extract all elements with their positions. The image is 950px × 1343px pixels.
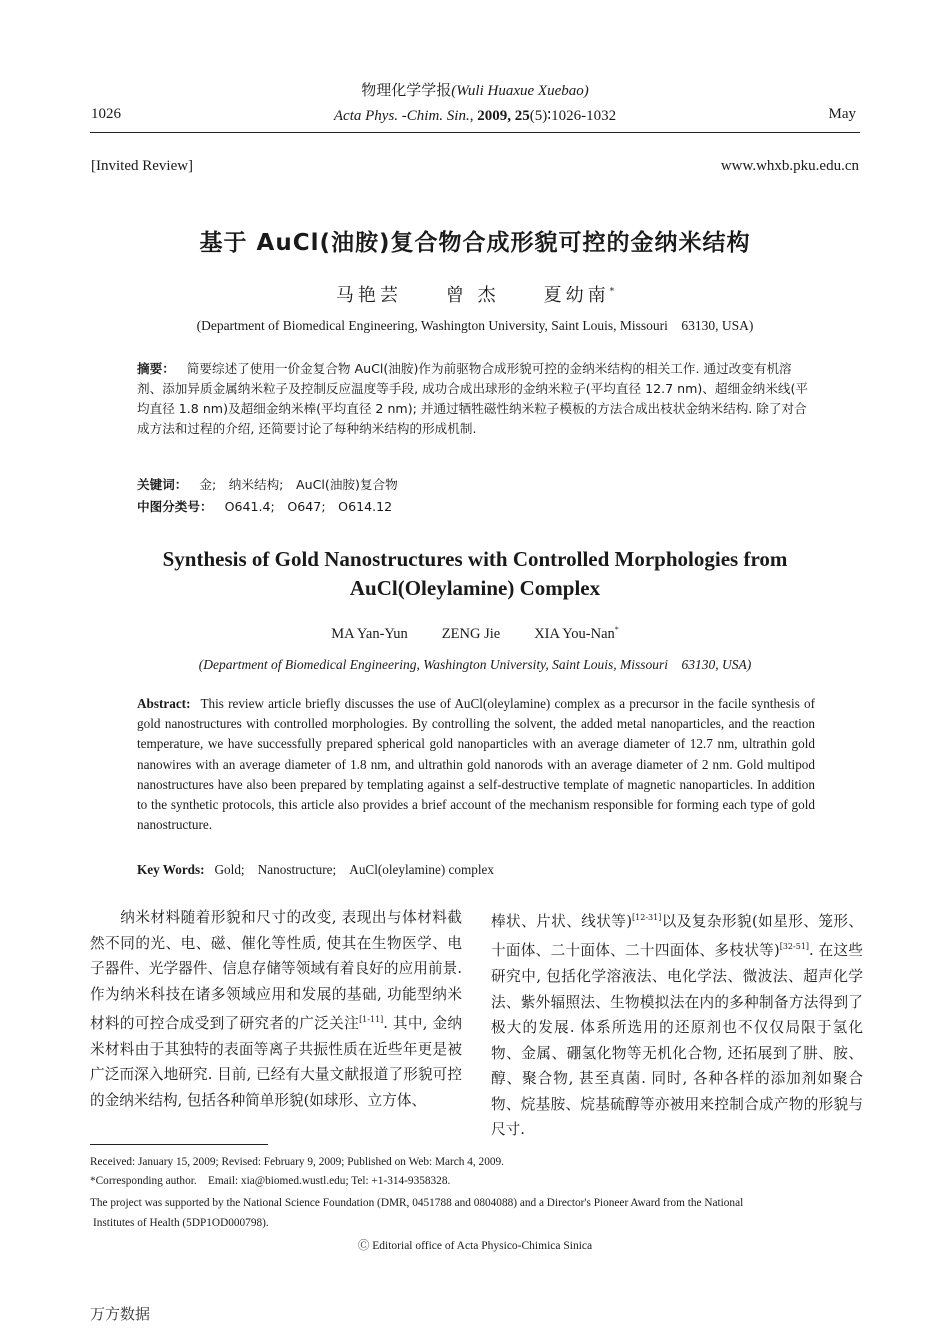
abstract-en-text: This review article briefly discusses the use of AuCl(oleylamine) complex as a precursor in the facile synthesis of gold nanostructures with controlled morphologies. By controlling the solvent, the added metal nanoparticles, and the reaction temperature, we have successfully prepared spherical gold nanoparticles with an average diameter of 12.7 nm, ultrathin gold nanowires with an average diameter of 1.8 nm, and ultrathin gold nanorods with an average diameter of 2 nm. Gold multipod nanostructures have also been prepared by templating against a self-destructive template of magnetic nanoparticles. In addition to the synthetic protocols, this article also provides a brief account of the mechanism responsible for forming each type of gold nanostructure.: [137, 696, 815, 833]
abstract-cn-text: 简要综述了使用一价金复合物 AuCl(油胺)作为前驱物合成形貌可控的金纳米结构的相关工作. 通过改变有机溶剂、添加异质金属纳米粒子及控制反应温度等手段, 成功合成出球形的金纳米粒子(平均直径 12.7 nm)、超细金纳米线(平均直径 1.8 nm)及超细金纳米棒(平均直径 2 nm); 并通过牺牲磁性纳米粒子模板的方法合成出枝状金纳米结构. 除了对合成方法和过程的介绍, 还简要讨论了每种纳米结构的形成机制.: [137, 361, 808, 436]
abstract-cn: [137, 359, 815, 439]
citation-year-volume: 2009, 25: [477, 108, 530, 124]
citation-ref[interactable]: [1-11]: [359, 1015, 384, 1025]
citation: Acta Phys. -Chim. Sin., 2009, 25(5)∶1026-1032: [333, 108, 617, 124]
issue-month: May: [828, 106, 856, 122]
author-en-2: ZENG Jie: [441, 625, 501, 642]
header-rule: [90, 132, 860, 133]
author-en-1: MA Yan-Yun: [331, 625, 408, 642]
body-right-text-3: . 在这些研究中, 包括化学溶液法、电化学法、微波法、超声化学法、紫外辐照法、生物模拟法在内的多种制备方法得到了极大的发展. 体系所选用的还原剂也不仅仅局限于氢化物、金属、硼氢化物等无机化合物, 还拓展到了肼、胺、醇、聚合物, 甚至真菌. 同时, 各种各样的添加剂如聚合物、烷基胺、烷基硫醇等亦被用来控制合成产物的形貌与尺寸.: [491, 942, 863, 1139]
footnote-rule: [90, 1144, 268, 1145]
keywords-en-text: Gold; Nanostructure; AuCl(oleylamine) complex: [214, 862, 494, 877]
abstract-en-label: Abstract:: [137, 696, 191, 711]
corresponding-mark: *: [609, 287, 615, 297]
body-left-text-2: . 其中, 金纳米材料由于其独特的表面等离子共振性质在近些年更是被广泛而深入地研究. 目前, 已经有大量文献报道了形貌可控的金纳米结构, 包括各种简单形貌(如球形、立方体、: [90, 1015, 462, 1110]
authors-cn: [0, 281, 950, 307]
keywords-cn-text: 金; 纳米结构; AuCl(油胺)复合物: [199, 477, 398, 492]
section-label: [Invited Review]: [91, 158, 194, 174]
footnote-funding-line-2: Institutes of Health (5DP1OD000798).: [93, 1217, 269, 1229]
keywords-cn: [137, 474, 815, 496]
author-cn-2: 曾 杰: [445, 285, 500, 306]
citation-ref[interactable]: [12-31]: [632, 913, 662, 922]
title-en-line-1: Synthesis of Gold Nanostructures with Controlled Morphologies from: [162, 547, 788, 571]
footnote-corresponding: *Corresponding author. Email: xia@biomed.wustl.edu; Tel: +1-314-9358328.: [90, 1175, 451, 1187]
journal-name-pinyin: (Wuli Huaxue Xuebao): [451, 83, 589, 99]
body-left-text-1: 纳米材料随着形貌和尺寸的改变, 表现出与体材料截然不同的光、电、磁、催化等性质, 使其在生物医学、电子器件、光学器件、信息存储等领域有着良好的应用前景. 作为纳米科技在诸多领域应用和发展的基础, 功能型纳米材料的可控合成受到了研究者的广泛关注: [90, 909, 462, 1033]
citation-journal: Acta Phys. -Chim. Sin.: [333, 108, 470, 124]
title-cn: 基于 AuCl(油胺)复合物合成形貌可控的金纳米结构: [199, 230, 751, 256]
affiliation-cn: (Department of Biomedical Engineering, Washington University, Saint Louis, Missouri 63130, USA): [196, 318, 754, 333]
affiliation-en: (Department of Biomedical Engineering, Washington University, Saint Louis, Missouri 63130, USA): [198, 657, 752, 672]
footnote-funding: [90, 1195, 860, 1231]
footnote-received: Received: January 15, 2009; Revised: February 9, 2009; Published on Web: March 4, 2009.: [90, 1156, 504, 1168]
author-cn-3: 夏幼南: [543, 285, 610, 306]
page-number: 1026: [91, 106, 121, 122]
body-right-text-1: 棒状、片状、线状等): [491, 912, 633, 930]
keywords-en: [137, 859, 815, 878]
corresponding-mark-en: *: [614, 625, 619, 634]
classification-cn-text: O641.4; O647; O614.12: [224, 499, 393, 514]
abstract-cn-label: 摘要：: [137, 361, 175, 376]
journal-name: [0, 79, 950, 100]
journal-website[interactable]: www.whxb.pku.edu.cn: [720, 158, 859, 174]
body-right-text-2: 以及复杂形貌(如星形、笼形、十面体、二十面体、二十四面体、多枝状等): [491, 912, 863, 960]
keywords-cn-label: 关键词：: [137, 477, 188, 492]
body-column-right: [491, 905, 863, 1143]
keywords-en-label: Key Words:: [137, 862, 205, 877]
classification-cn-label: 中图分类号：: [137, 499, 213, 514]
citation-ref[interactable]: [32-51]: [779, 942, 810, 952]
copyright-notice: Ⓒ Editorial office of Acta Physico-Chimica Sinica: [357, 1240, 593, 1252]
author-cn-1: 马艳芸: [335, 285, 402, 306]
abstract-en: [137, 694, 815, 835]
footnote-funding-line-1: The project was supported by the National Science Foundation (DMR, 0451788 and 0804088) and a Director's Pioneer Award from the National: [90, 1197, 744, 1209]
body-column-left: [90, 905, 462, 1114]
author-en-3: XIA You-Nan: [534, 625, 615, 642]
authors-en: [0, 625, 950, 643]
title-en-line-2: AuCl(Oleylamine) Complex: [349, 576, 601, 600]
journal-name-cn: 物理化学学报: [361, 83, 452, 99]
citation-issue-pages: (5)∶1026-1032: [529, 108, 617, 124]
watermark: 万方数据: [90, 1305, 151, 1323]
title-en: [0, 545, 950, 603]
classification-cn: [137, 496, 815, 518]
